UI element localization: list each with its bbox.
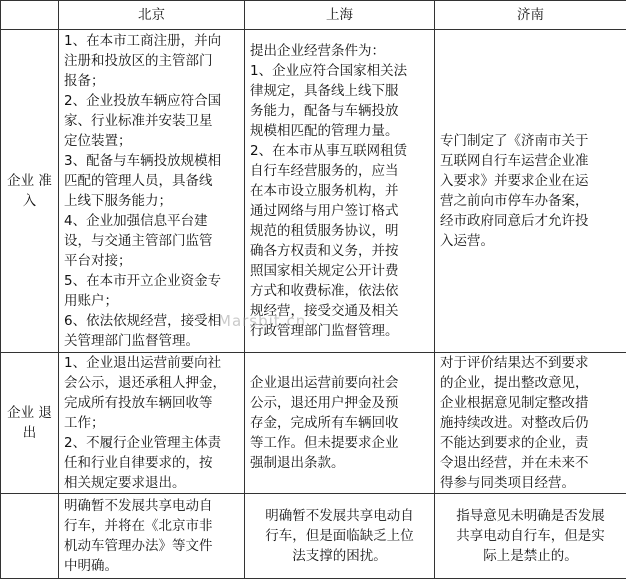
cell-ebike-jinan	[435, 494, 626, 579]
text-line: 不能达到要求的企业，责	[440, 433, 621, 453]
cell-entry-jinan	[435, 30, 626, 353]
row-label-line: 退出	[23, 405, 52, 441]
text-line: 行车，并将在《北京市非	[64, 516, 239, 536]
text-line: 提出企业经营条件为：	[250, 41, 429, 61]
text-line: 定位装置；	[64, 131, 239, 151]
header-beijing: 北京	[59, 1, 245, 30]
text-line: 中明确。	[64, 556, 239, 576]
header-row	[1, 1, 626, 30]
text-line: 营之前向市停车办备案，	[440, 191, 621, 211]
text-line: 完成所有投放车辆回收等	[64, 393, 239, 413]
text-line: 强制退出条款。	[250, 453, 429, 473]
text-line: 用账户；	[64, 291, 239, 311]
text-line: 规经营，接受交通及相关	[250, 301, 429, 321]
text-line: 互联网自行车运营企业准	[440, 151, 621, 171]
text-line: 法支撑的困扰。	[250, 546, 429, 566]
text-line: 入要求》并要求企业在运	[440, 171, 621, 191]
text-line: 律规定，具备线上线下服	[250, 81, 429, 101]
watermark: Marsbit.cn	[218, 312, 306, 330]
text-line: 工作；	[64, 413, 239, 433]
text-line: 平台对接；	[64, 251, 239, 271]
text-line: 2、在本市从事互联网租赁	[250, 141, 429, 161]
text-line: 家、行业标准并安装卫星	[64, 111, 239, 131]
text-line: 规范的租赁服务协议，明	[250, 221, 429, 241]
row-shared-ebike	[1, 494, 626, 579]
text-line: 企业退出运营前要向社会	[250, 373, 429, 393]
text-line: 行车，但是面临缺乏上位	[250, 526, 429, 546]
text-line: 通过网络与用户签订格式	[250, 201, 429, 221]
header-corner	[1, 1, 59, 30]
text-line: 照国家相关规定公开计费	[250, 261, 429, 281]
text-line: 得参与同类项目经营。	[440, 473, 621, 493]
text-line: 设，与交通主管部门监管	[64, 231, 239, 251]
text-line: 匹配的管理人员，具备线	[64, 171, 239, 191]
text-line: 2、企业投放车辆应符合国	[64, 91, 239, 111]
cell-exit-shanghai	[245, 353, 435, 494]
cell-ebike-beijing	[59, 494, 245, 579]
row-label-ebike	[1, 494, 59, 579]
text-line: 行政管理部门监督管理。	[250, 321, 429, 341]
text-line: 确各方权责和义务，并按	[250, 241, 429, 261]
row-label-line: 企业	[7, 405, 34, 421]
text-line: 方式和收费标准，依法依	[250, 281, 429, 301]
text-line: 令退出经营，并在未来不	[440, 453, 621, 473]
text-line: 务能力，配备与车辆投放	[250, 101, 429, 121]
text-line: 任和行业自律要求的，按	[64, 453, 239, 473]
text-line: 5、在本市开立企业资金专	[64, 271, 239, 291]
header-shanghai: 上海	[245, 1, 435, 30]
text-line: 相关规定要求退出。	[64, 473, 239, 493]
text-line: 关管理部门监督管理。	[64, 331, 239, 351]
text-line: 机动车管理办法》等文件	[64, 536, 239, 556]
text-line: 际上是禁止的。	[440, 546, 621, 566]
row-label-line: 准入	[23, 173, 52, 209]
text-line: 明确暂不发展共享电动自	[250, 506, 429, 526]
row-label-exit	[1, 353, 59, 494]
text-line: 入运营。	[440, 231, 621, 251]
text-line: 明确暂不发展共享电动自	[64, 496, 239, 516]
text-line: 的企业，提出整改意见，	[440, 373, 621, 393]
text-line: 公示，退还用户押金及预	[250, 393, 429, 413]
text-line: 1、企业退出运营前要向社	[64, 353, 239, 373]
row-enterprise-entry	[1, 30, 626, 353]
cell-entry-beijing	[59, 30, 245, 353]
text-line: 自行车经营服务的，应当	[250, 161, 429, 181]
text-line: 施持续改进。对整改后仍	[440, 413, 621, 433]
cell-exit-jinan	[435, 353, 626, 494]
text-line: 存金，完成所有车辆回收	[250, 413, 429, 433]
cell-exit-beijing	[59, 353, 245, 494]
text-line: 专门制定了《济南市关于	[440, 131, 621, 151]
text-line: 共享电动自行车，但是实	[440, 526, 621, 546]
text-line: 4、企业加强信息平台建	[64, 211, 239, 231]
text-line: 对于评价结果达不到要求	[440, 353, 621, 373]
cell-ebike-shanghai	[245, 494, 435, 579]
text-line: 会公示，退还承租人押金，	[64, 373, 239, 393]
text-line: 报备；	[64, 71, 239, 91]
text-line: 3、配备与车辆投放规模相	[64, 151, 239, 171]
row-enterprise-exit	[1, 353, 626, 494]
text-line: 1、企业应符合国家相关法	[250, 61, 429, 81]
text-line: 注册和投放区的主管部门	[64, 51, 239, 71]
text-line: 等工作。但未提要求企业	[250, 433, 429, 453]
text-line: 企业根据意见制定整改措	[440, 393, 621, 413]
header-jinan: 济南	[435, 1, 626, 30]
text-line: 上线下服务能力；	[64, 191, 239, 211]
text-line: 指导意见未明确是否发展	[440, 506, 621, 526]
text-line: 在本市设立服务机构，并	[250, 181, 429, 201]
cell-entry-shanghai	[245, 30, 435, 353]
text-line: 6、依法依规经营，接受相	[64, 311, 239, 331]
text-line: 1、在本市工商注册，并向	[64, 31, 239, 51]
text-line: 2、不履行企业管理主体责	[64, 433, 239, 453]
row-label-entry	[1, 30, 59, 353]
text-line: 经市政府同意后才允许投	[440, 211, 621, 231]
text-line: 规模相匹配的管理力量。	[250, 121, 429, 141]
row-label-line: 企业	[7, 173, 34, 189]
